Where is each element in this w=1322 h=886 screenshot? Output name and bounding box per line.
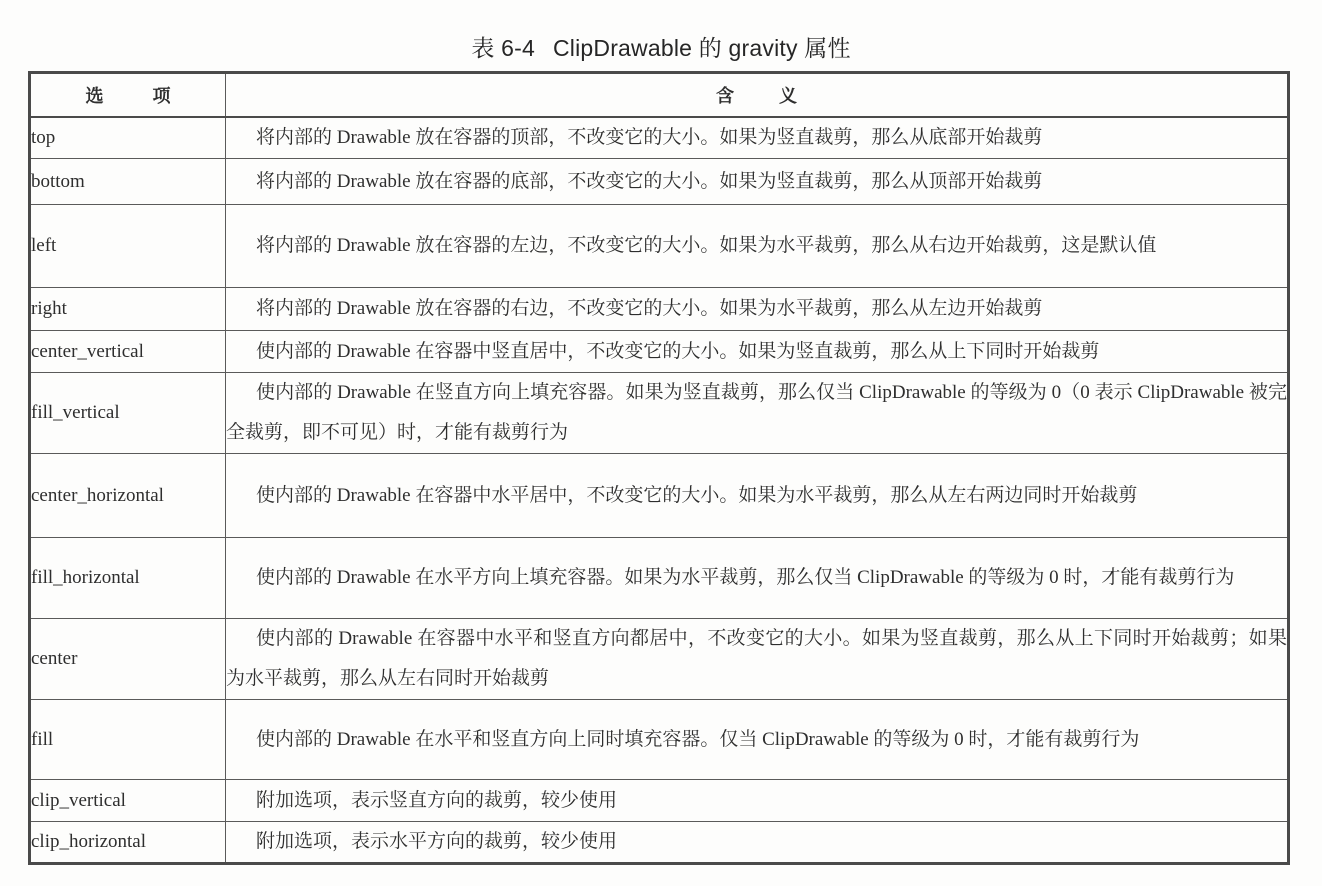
table-row <box>30 117 1289 159</box>
table-row <box>30 288 1289 331</box>
meaning-cell: 使内部的 Drawable 在竖直方向上填充容器。如果为竖直裁剪，那么仅当 ClipDrawable 的等级为 0（0 表示 ClipDrawable 被完全裁剪，即不可见）时，才能有裁剪行为 <box>226 373 1289 454</box>
option-cell: clip_vertical <box>30 780 226 822</box>
option-cell: fill_horizontal <box>30 538 226 619</box>
option-cell: bottom <box>30 159 226 205</box>
meaning-cell: 将内部的 Drawable 放在容器的底部，不改变它的大小。如果为竖直裁剪，那么从顶部开始裁剪 <box>226 159 1289 205</box>
table-row <box>30 454 1289 538</box>
table-row <box>30 159 1289 205</box>
table-caption <box>0 30 1322 63</box>
meaning-cell: 将内部的 Drawable 放在容器的顶部，不改变它的大小。如果为竖直裁剪，那么从底部开始裁剪 <box>226 117 1289 159</box>
table-title: ClipDrawable 的 gravity 属性 <box>552 35 851 61</box>
option-cell: center_vertical <box>30 331 226 373</box>
table-row <box>30 822 1289 864</box>
option-cell: right <box>30 288 226 331</box>
table-row <box>30 780 1289 822</box>
gravity-attributes-table <box>28 71 1290 865</box>
meaning-cell: 使内部的 Drawable 在容器中竖直居中，不改变它的大小。如果为竖直裁剪，那么从上下同时开始裁剪 <box>226 331 1289 373</box>
meaning-cell: 将内部的 Drawable 放在容器的左边，不改变它的大小。如果为水平裁剪，那么从右边开始裁剪，这是默认值 <box>226 205 1289 288</box>
table-header-row <box>30 73 1289 118</box>
table-row <box>30 700 1289 780</box>
meaning-cell: 使内部的 Drawable 在水平方向上填充容器。如果为水平裁剪，那么仅当 ClipDrawable 的等级为 0 时，才能有裁剪行为 <box>226 538 1289 619</box>
table-number: 表 6-4 <box>471 35 535 61</box>
meaning-cell: 使内部的 Drawable 在容器中水平居中，不改变它的大小。如果为水平裁剪，那么从左右两边同时开始裁剪 <box>226 454 1289 538</box>
column-header-meaning: 含 义 <box>226 73 1289 118</box>
option-cell: clip_horizontal <box>30 822 226 864</box>
table-row <box>30 619 1289 700</box>
option-cell: fill <box>30 700 226 780</box>
meaning-cell: 附加选项，表示水平方向的裁剪，较少使用 <box>226 822 1289 864</box>
table-row <box>30 538 1289 619</box>
table-row <box>30 373 1289 454</box>
table-row <box>30 205 1289 288</box>
option-cell: top <box>30 117 226 159</box>
table-row <box>30 331 1289 373</box>
option-cell: left <box>30 205 226 288</box>
column-header-option: 选 项 <box>30 73 226 118</box>
meaning-cell: 将内部的 Drawable 放在容器的右边，不改变它的大小。如果为水平裁剪，那么从左边开始裁剪 <box>226 288 1289 331</box>
meaning-cell: 使内部的 Drawable 在水平和竖直方向上同时填充容器。仅当 ClipDrawable 的等级为 0 时，才能有裁剪行为 <box>226 700 1289 780</box>
option-cell: fill_vertical <box>30 373 226 454</box>
option-cell: center_horizontal <box>30 454 226 538</box>
meaning-cell: 附加选项，表示竖直方向的裁剪，较少使用 <box>226 780 1289 822</box>
option-cell: center <box>30 619 226 700</box>
meaning-cell: 使内部的 Drawable 在容器中水平和竖直方向都居中，不改变它的大小。如果为竖直裁剪，那么从上下同时开始裁剪；如果为水平裁剪，那么从左右同时开始裁剪 <box>226 619 1289 700</box>
